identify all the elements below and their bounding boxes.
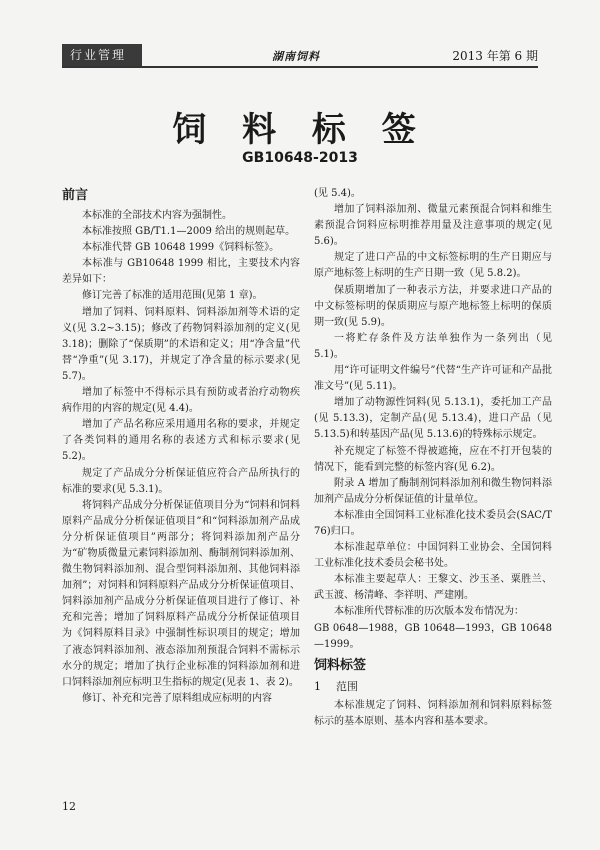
paragraph: 保质期增加了一种表示方法，并要求进口产品的中文标签标明的保质期应与原产地标签上标明的保质期一致(见 5.9)。 [314, 284, 552, 328]
paragraph: 一将贮存条件及方法单独作为一条列出（见 5.1)。 [314, 332, 552, 360]
issue-label: 2013 年第 6 期 [452, 49, 538, 63]
paragraph: 本标准由全国饲料工业标准化技术委员会(SAC/T 76)归口。 [314, 509, 552, 537]
standard-code: GB10648-2013 [242, 150, 358, 166]
scope-number: 1 [314, 679, 321, 693]
left-column [62, 186, 300, 707]
page-number: 12 [62, 800, 76, 813]
magazine-logo: 湖南饲料 [272, 50, 320, 63]
paragraph: 本标准按照 GB/T1.1—2009 给出的规则起草。 [82, 226, 296, 238]
paragraph: 本标准的全部技术内容为强制性。 [82, 210, 232, 221]
section-tab: 行业管理 [62, 44, 142, 66]
paragraph: 用“许可证明文件编号”代替“生产许可证和产品批准文号”(见 5.11)。 [314, 365, 552, 393]
paragraph: 增加了饲料添加剂、微量元素预混合饲料和维生素预混合饲料应标明推荐用量及注意事项的规定(见 5.6)。 [314, 204, 552, 248]
scope-subheading [314, 679, 552, 695]
paragraph: 规定了进口产品的中文标签标明的生产日期应与原产地标签上标明的生产日期一致（见 5.8.2)。 [314, 252, 552, 280]
paragraph: 本标准规定了饲料、饲料添加剂和饲料原料标签标示的基本原则、基本内容和基本要求。 [314, 699, 552, 727]
paragraph: 补充规定了标签不得被遮掩，应在不打开包装的情况下，能看到完整的标签内容(见 6.2)。 [314, 445, 552, 473]
paragraph: 本标准代替 GB 10648 1999《饲料标签》。 [82, 242, 280, 254]
paragraph: 增加了标签中不得标示具有预防或者治疗动物疾病作用的内容的规定(见 4.4)。 [62, 387, 300, 415]
header-rule [62, 66, 538, 68]
paragraph: 本标准起草单位：中国饲料工业协会、全国饲料工业标准化技术委员会秘书处。 [314, 542, 552, 570]
paragraph: 增加了动物源性饲料(见 5.13.1)，委托加工产品(见 5.13.3)，定制产品(见 5.13.4)，进口产品（见 5.13.5)和转基因产品(见 5.13.6)的特殊标示规定。 [314, 397, 552, 441]
paragraph: 本标准所代替标准的历次版本发布情况为： [334, 606, 524, 618]
paragraph: 规定了产品成分分析保证值应符合产品所执行的标准的要求(见 5.3.1)。 [62, 467, 300, 495]
paragraph: 本标准与 GB10648 1999 相比，主要技术内容差异如下： [62, 258, 300, 286]
paragraph: 将饲料产品成分分析保证值项目分为“饲料和饲料原料产品成分分析保证值项目”和“饲料添加剂产品成分分析保证值项目”两部分；将饲料添加剂产品分为“矿物质微量元素饲料添加剂、酶制剂饲料添加剂、微生物饲料添加剂、混合型饲料添加剂、其他饲料添加剂”；对饲料和饲料原料产品成分分析保证值项目、饲料添加剂产品成分分析保证值项目进行了修订、补充和完善；增加了饲料原料产品成分分析保证值项目为《饲料原料目录》中强制性标识项目的规定；增加了液态饲料添加剂、液态添加剂预混合饲料不需标示水分的规定；增加了执行企业标准的饲料添加剂和进口饲料添加剂应标明卫生指标的规定(见表 1、表 2)。 [62, 499, 300, 688]
paragraph: 增加了饲料、饲料原料、饲料添加剂等术语的定义(见 3.2~3.15)；修改了药物饲料添加剂的定义(见 3.18)；删除了“保质期”的术语和定义；用“净含量”代替“净重”(见 3.17)，并规定了净含量的标示要求(见 5.7)。 [62, 306, 300, 382]
right-column [314, 186, 552, 730]
paragraph: 修订、补充和完善了原料组成应标明的内容 [82, 692, 272, 704]
paragraph: 附录 A 增加了酶制剂饲料添加剂和微生物饲料添加剂产品成分分析保证值的计量单位。 [314, 477, 552, 505]
paragraph: (见 5.4)。 [314, 188, 361, 199]
paragraph: 修订完善了标准的适用范围(见第 1 章)。 [82, 290, 263, 302]
scope-title: 范围 [336, 679, 358, 693]
paragraph: 增加了产品名称应采用通用名称的要求，并规定了各类饲料的通用名称的表述方式和标示要求(见 5.2)。 [62, 419, 300, 463]
paragraph: 本标准主要起草人：王黎文、沙玉圣、粟胜兰、武玉渡、杨清峰、李祥明、严建刚。 [314, 574, 552, 602]
paragraph: GB 0648—1988，GB 10648—1993，GB 10648—1999。 [314, 622, 552, 650]
article-title: 饲 料 标 签 [172, 110, 428, 150]
preface-heading: 前言 [62, 188, 89, 203]
labels-heading: 饲料标签 [314, 657, 367, 673]
